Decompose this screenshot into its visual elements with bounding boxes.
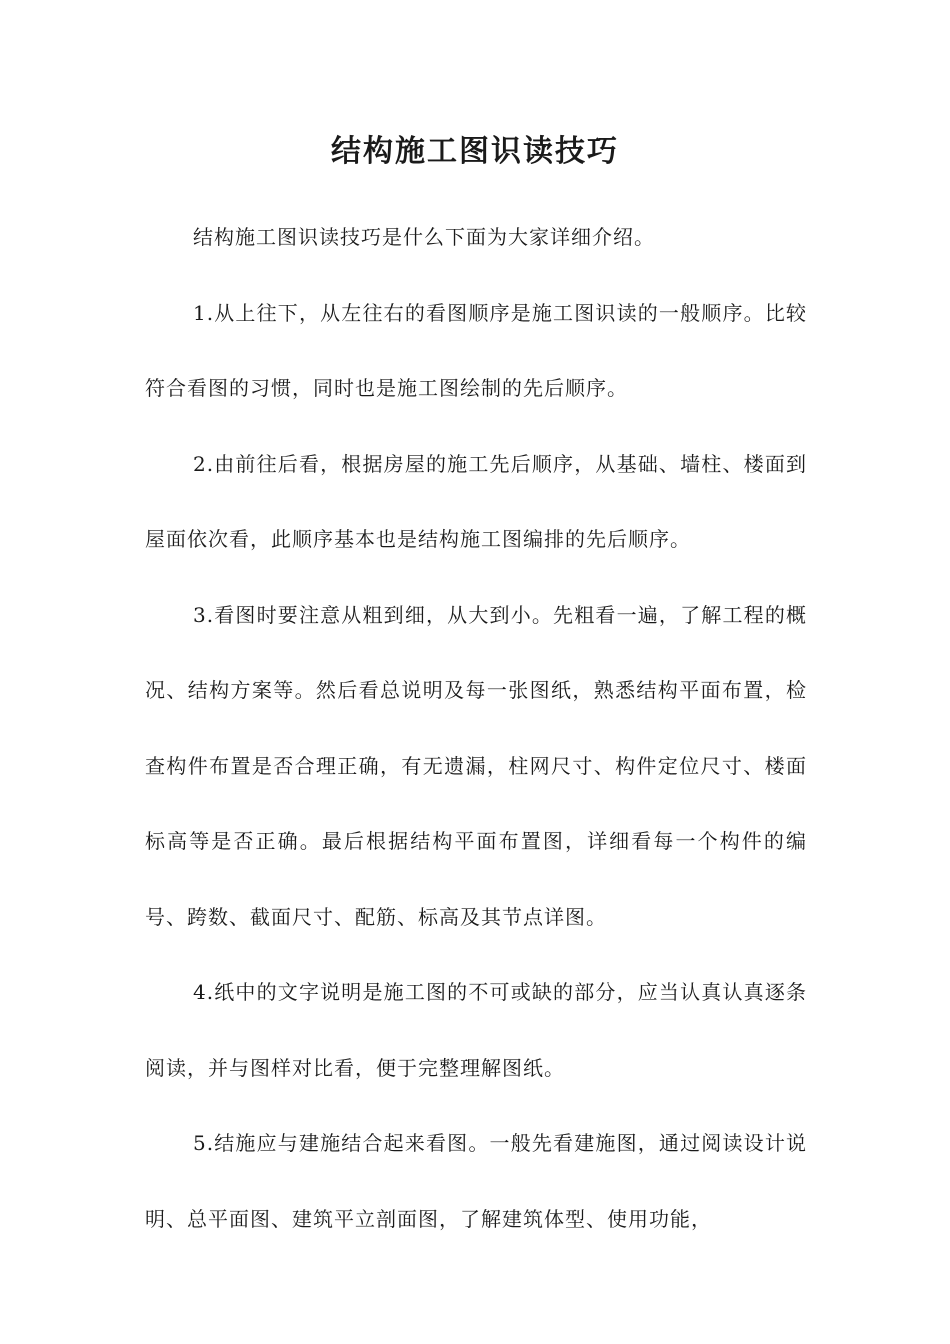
paragraph-1: 1.从上往下，从左往右的看图顺序是施工图识读的一般顺序。比较符合看图的习惯，同时也是施工图绘制的先后顺序。 <box>145 300 807 400</box>
paragraph-3: 3.看图时要注意从粗到细，从大到小。先粗看一遍，了解工程的概况、结构方案等。然后看总说明及每一张图纸，熟悉结构平面布置，检查构件布置是否合理正确，有无遗漏，柱网尺寸、构件定位尺寸、楼面标高等是否正确。最后根据结构平面布置图，详细看每一个构件的编号、跨数、截面尺寸、配筋、标高及其节点详图。 <box>145 602 807 929</box>
paragraph-intro: 结构施工图识读技巧是什么下面为大家详细介绍。 <box>193 225 655 249</box>
document-body <box>145 200 807 1257</box>
document-title: 结构施工图识读技巧 <box>331 134 619 169</box>
paragraph-2: 2.由前往后看，根据房屋的施工先后顺序，从基础、墙柱、楼面到屋面依次看，此顺序基本也是结构施工图编排的先后顺序。 <box>145 451 807 551</box>
paragraph-5: 5.结施应与建施结合起来看图。一般先看建施图，通过阅读设计说明、总平面图、建筑平立剖面图，了解建筑体型、使用功能， <box>145 1131 807 1231</box>
paragraph-4: 4.纸中的文字说明是施工图的不可或缺的部分，应当认真认真逐条阅读，并与图样对比看，便于完整理解图纸。 <box>145 980 807 1080</box>
